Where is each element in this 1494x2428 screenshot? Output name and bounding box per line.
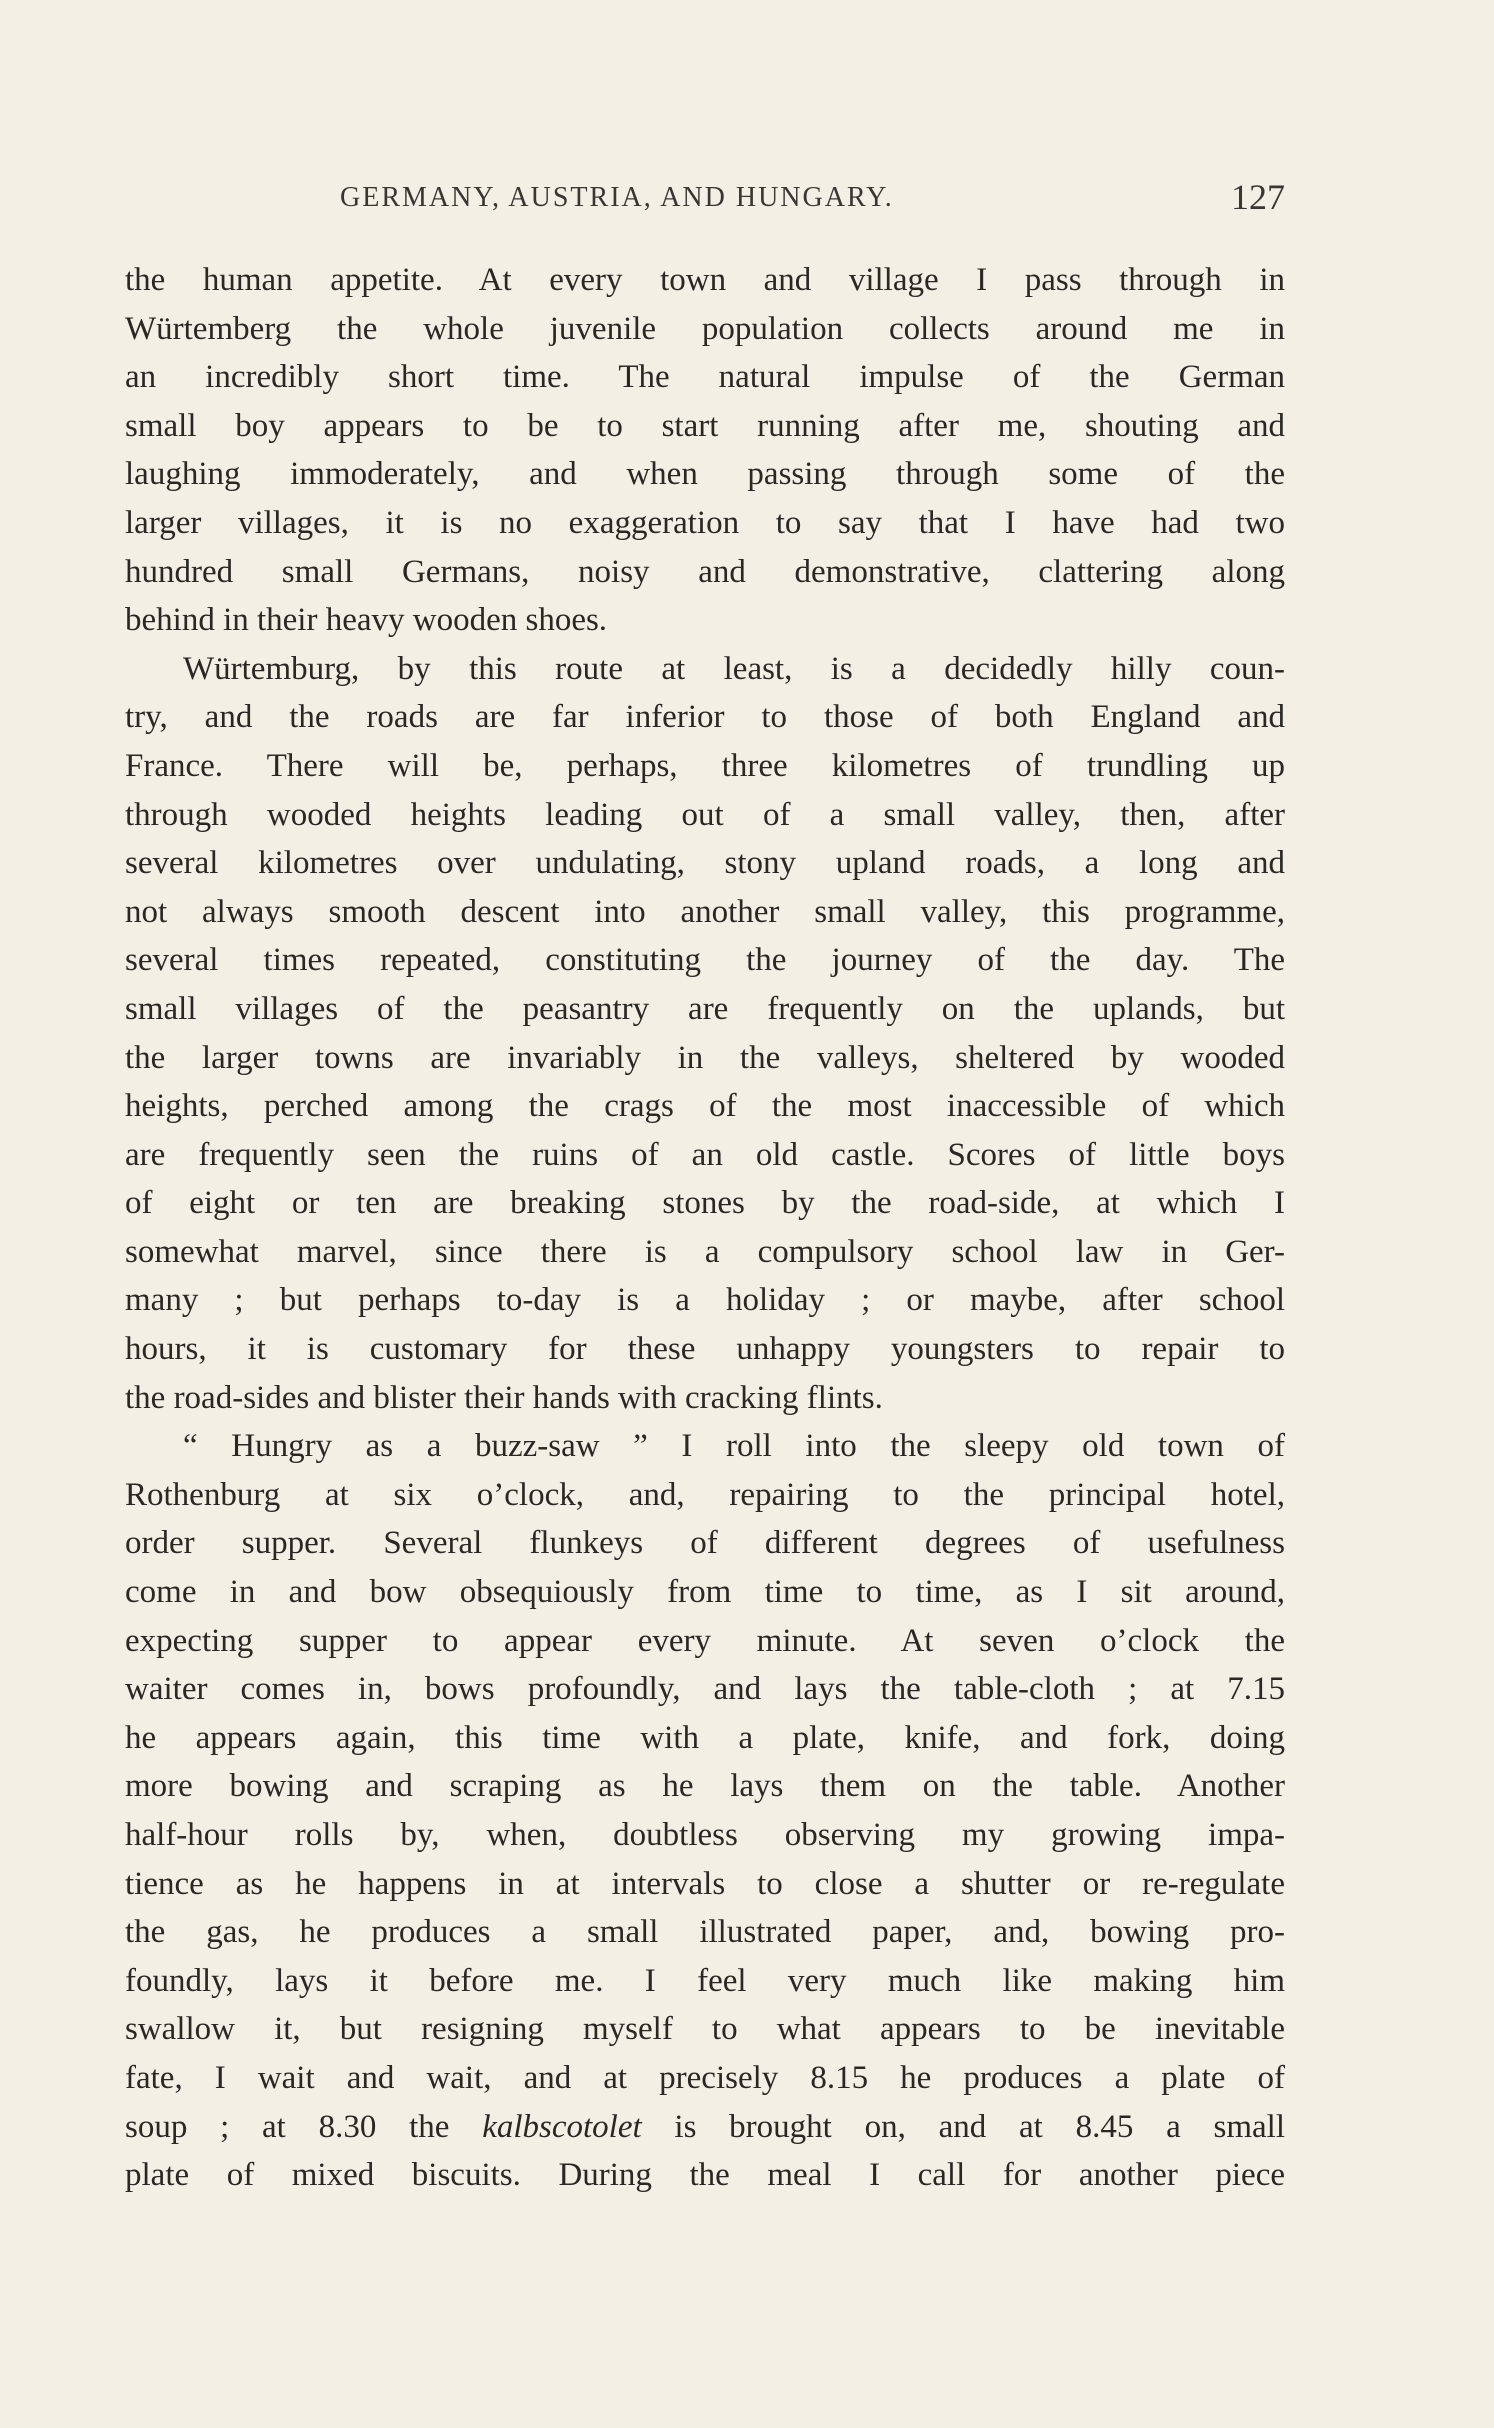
text-line: laughing immoderately, and when passing through some of the: [125, 456, 1285, 493]
running-head: [125, 177, 1285, 224]
text-line: he appears again, this time with a plate, knife, and fork, doing: [125, 1719, 1285, 1756]
text-line: expecting supper to appear every minute. At seven o’clock the: [125, 1622, 1285, 1659]
text-line: heights, perched among the crags of the most inaccessible of which: [125, 1088, 1285, 1125]
text-line: waiter comes in, bows profoundly, and lays the table-cloth ; at 7.15: [125, 1671, 1285, 1708]
text-line: of eight or ten are breaking stones by the road-side, at which I: [125, 1185, 1285, 1222]
text-line: Würtemberg the whole juvenile population collects around me in: [125, 310, 1285, 347]
text-line: small boy appears to be to start running after me, shouting and: [125, 407, 1285, 444]
text-line-with-italic: [125, 2103, 1285, 2152]
text-line: the road-sides and blister their hands with cracking flints.: [125, 1379, 883, 1416]
text-line: half-hour rolls by, when, doubtless observing my growing impa-: [125, 1817, 1285, 1853]
text-line: Rothenburg at six o’clock, and, repairing to the principal hotel,: [125, 1476, 1285, 1513]
text-line: are frequently seen the ruins of an old castle. Scores of little boys: [125, 1136, 1285, 1173]
text-line: several times repeated, constituting the journey of the day. The: [125, 942, 1285, 979]
text-line: small villages of the peasantry are frequently on the uplands, but: [125, 990, 1285, 1027]
text-line: larger villages, it is no exaggeration to say that I have had two: [125, 504, 1285, 541]
text-line: hours, it is customary for these unhappy youngsters to repair to: [125, 1331, 1285, 1368]
text-segment: soup ; at 8.30 the: [125, 2108, 483, 2145]
text-line: somewhat marvel, since there is a compulsory school law in Ger-: [125, 1233, 1285, 1270]
text-line: behind in their heavy wooden shoes.: [125, 602, 608, 639]
text-segment: is brought on, and at 8.45 a small: [641, 2108, 1285, 2145]
text-line: swallow it, but resigning myself to what appears to be inevitable: [125, 2011, 1285, 2048]
text-line: not always smooth descent into another small valley, this programme,: [125, 893, 1285, 930]
text-line: the gas, he produces a small illustrated paper, and, bowing pro-: [125, 1914, 1285, 1951]
text-line: the larger towns are invariably in the valleys, sheltered by wooded: [125, 1039, 1285, 1076]
text-line: through wooded heights leading out of a small valley, then, after: [125, 796, 1285, 833]
text-line: several kilometres over undulating, stony upland roads, a long and: [125, 845, 1285, 882]
text-line: France. There will be, perhaps, three kilometres of trundling up: [125, 747, 1285, 784]
text-line: foundly, lays it before me. I feel very much like making him: [125, 1962, 1285, 1999]
text-line: tience as he happens in at intervals to close a shutter or re-regulate: [125, 1865, 1285, 1902]
text-line: the human appetite. At every town and village I pass through in: [125, 262, 1285, 298]
text-line: an incredibly short time. The natural impulse of the German: [125, 359, 1285, 396]
text-line: Würtemburg, by this route at least, is a decidedly hilly coun-: [183, 650, 1285, 687]
text-line: “ Hungry as a buzz-saw ” I roll into the sleepy old town of: [183, 1428, 1285, 1465]
text-line: fate, I wait and wait, and at precisely 8.15 he produces a plate of: [125, 2059, 1285, 2096]
running-title: GERMANY, AUSTRIA, AND HUNGARY.: [340, 182, 894, 213]
text-line: order supper. Several flunkeys of different degrees of usefulness: [125, 1525, 1285, 1562]
text-line: plate of mixed biscuits. During the meal I call for another piece: [125, 2157, 1285, 2194]
text-line: try, and the roads are far inferior to those of both England and: [125, 699, 1285, 736]
text-line: come in and bow obsequiously from time to time, as I sit around,: [125, 1574, 1285, 1611]
text-line: more bowing and scraping as he lays them on the table. Another: [125, 1768, 1285, 1805]
body-text: [125, 256, 1285, 2200]
text-line: many ; but perhaps to-day is a holiday ; or maybe, after school: [125, 1282, 1285, 1319]
text-line: hundred small Germans, noisy and demonstrative, clattering along: [125, 553, 1285, 590]
italic-word: kalbscotolet: [482, 2108, 642, 2145]
page-number: 127: [1231, 177, 1285, 217]
